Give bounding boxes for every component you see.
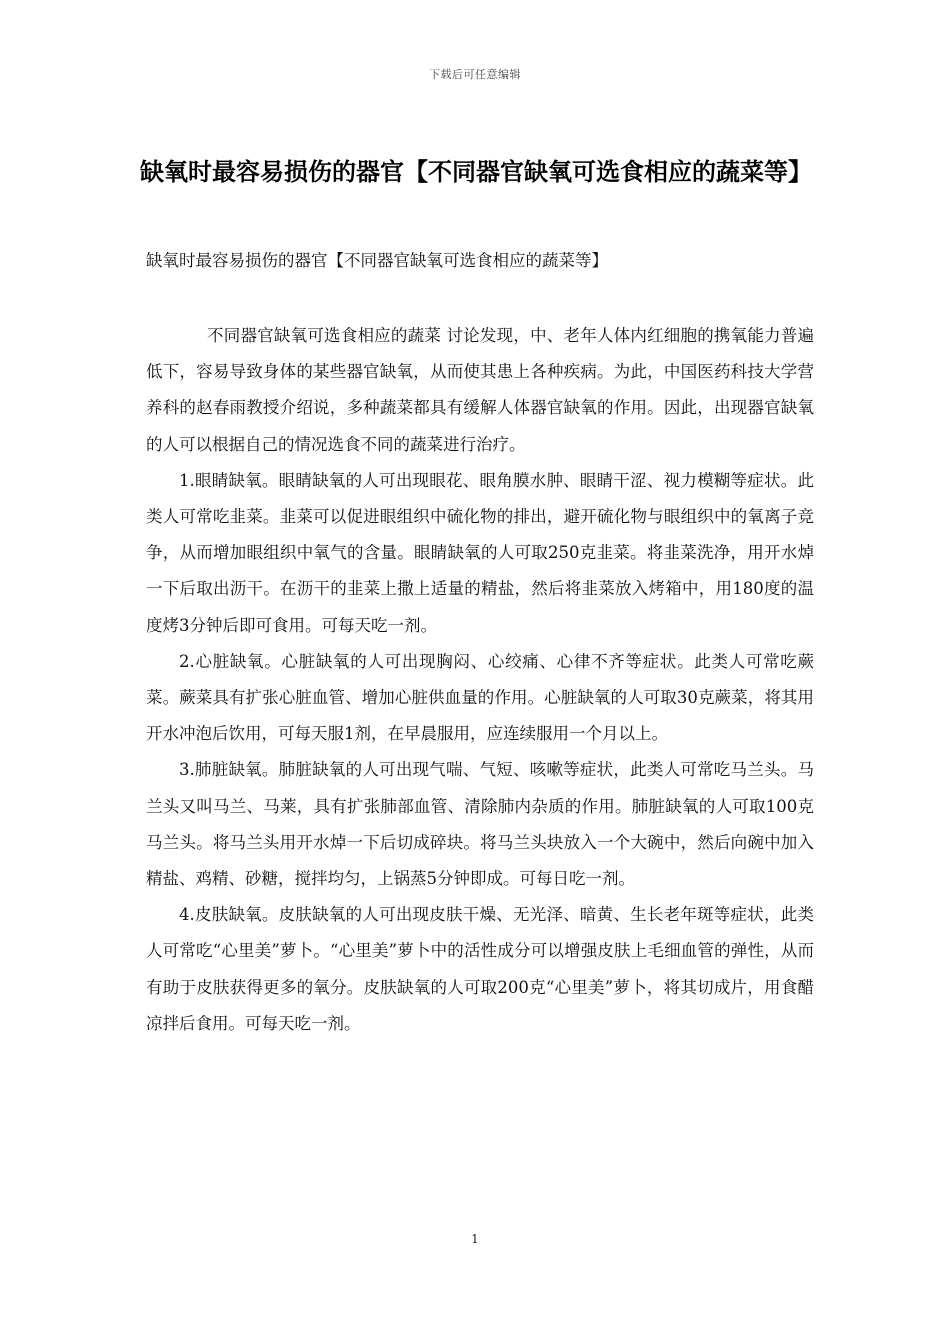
document-title: 缺氧时最容易损伤的器官【不同器官缺氧可选食相应的蔬菜等】 [140,158,812,186]
document-subtitle: 缺氧时最容易损伤的器官【不同器官缺氧可选食相应的蔬菜等】 [146,251,608,270]
page-number: 1 [471,1232,479,1246]
paragraph-heart-hypoxia: 2.心脏缺氧。心脏缺氧的人可出现胸闷、心绞痛、心律不齐等症状。此类人可常吃蕨菜。蕨菜具有扩张心脏血管、增加心脏供血量的作用。心脏缺氧的人可取30克蕨菜，将其用开水冲泡后饮用，可每天服1剂，在早晨服用，应连续服用一个月以上。 [146,651,814,744]
document-body [146,318,814,1042]
page-header-note: 下载后可任意编辑 [429,68,521,81]
paragraph-eye-hypoxia: 1.眼睛缺氧。眼睛缺氧的人可出现眼花、眼角膜水肿、眼睛干涩、视力模糊等症状。此类人可常吃韭菜。韭菜可以促进眼组织中硫化物的排出，避开硫化物与眼组织中的氧离子竞争，从而增加眼组织中氧气的含量。眼睛缺氧的人可取250克韭菜。将韭菜洗净，用开水焯一下后取出沥干。在沥干的韭菜上撒上适量的精盐，然后将韭菜放入烤箱中，用180度的温度烤3分钟后即可食用。可每天吃一剂。 [146,470,814,635]
paragraph-lung-hypoxia: 3.肺脏缺氧。肺脏缺氧的人可出现气喘、气短、咳嗽等症状，此类人可常吃马兰头。马兰头又叫马兰、马莱，具有扩张肺部血管、清除肺内杂质的作用。肺脏缺氧的人可取100克马兰头。将马兰头用开水焯一下后切成碎块。将马兰头块放入一个大碗中，然后向碗中加入精盐、鸡精、砂糖，搅拌均匀，上锅蒸5分钟即成。可每日吃一剂。 [146,760,814,889]
paragraph-intro: 不同器官缺氧可选食相应的蔬菜 讨论发现，中、老年人体内红细胞的携氧能力普遍低下，容易导致身体的某些器官缺氧，从而使其患上各种疾病。为此，中国医药科技大学营养科的赵春雨教授介绍说，多种蔬菜都具有缓解人体器官缺氧的作用。因此，出现器官缺氧的人可以根据自己的情况选食不同的蔬菜进行治疗。 [146,326,814,454]
paragraph-skin-hypoxia: 4.皮肤缺氧。皮肤缺氧的人可出现皮肤干燥、无光泽、暗黄、生长老年斑等症状，此类人可常吃“心里美”萝卜。“心里美”萝卜中的活性成分可以增强皮肤上毛细血管的弹性，从而有助于皮肤获得更多的氧分。皮肤缺氧的人可取200克“心里美”萝卜，将其切成片，用食醋凉拌后食用。可每天吃一剂。 [146,905,814,1033]
